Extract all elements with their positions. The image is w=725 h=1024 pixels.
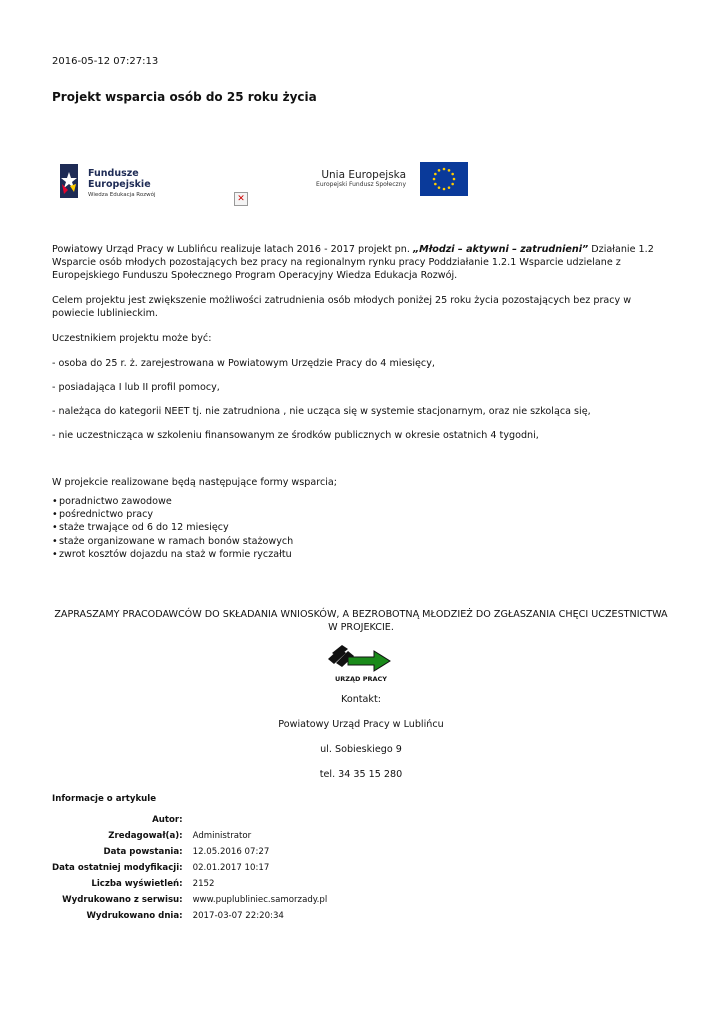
closing-section <box>52 608 670 781</box>
support-item: • zwrot kosztów dojazdu na staż w formie ryczałtu <box>52 548 670 561</box>
unia-europejska-logo <box>302 162 468 198</box>
info-value: Administrator <box>192 831 252 841</box>
goal-paragraph: Celem projektu jest zwiększenie możliwości zatrudnienia osób młodych poniżej 25 roku życia pozostających bez pracy w powiecie lublinieckim. <box>52 295 632 319</box>
article-title: Projekt wsparcia osób do 25 roku życia <box>52 90 317 104</box>
fe-line2: Europejskie <box>88 179 151 190</box>
info-key: Data ostatniej modyfikacji: <box>52 863 183 873</box>
info-value: 02.01.2017 10:17 <box>192 863 270 873</box>
eu-star <box>448 169 451 172</box>
contact-label: Kontakt: <box>341 694 381 705</box>
participant-item: - nie uczestnicząca w szkoleniu finansowanym ze środków publicznych w okresie ostatnich 4 tygodni, <box>52 430 539 441</box>
fe-line3: Wiedza Edukacja Rozwój <box>88 192 156 198</box>
eu-star <box>448 186 451 189</box>
print-timestamp: 2016-05-12 07:27:13 <box>52 56 159 67</box>
intro-text-b: Działanie 1.2 Wsparcie osób młodych pozostających bez pracy na regionalnym rynku pracy Poddziałanie 1.2.1 Wsparcie udzielane z Europejskiego Funduszu Społecznego Program Operacyjny Wiedza Edukacja Rozwój. <box>52 244 654 281</box>
fe-logo-text <box>88 168 156 201</box>
info-key: Wydrukowano z serwisu: <box>62 895 183 905</box>
fundusze-europejskie-logo <box>60 162 170 202</box>
info-row <box>52 862 327 878</box>
eu-star <box>438 186 441 189</box>
eu-star <box>451 183 454 186</box>
invitation-text: ZAPRASZAMY PRACODAWCÓW DO SKŁADANIA WNIOSKÓW, A BEZROBOTNĄ MŁODZIEŻ DO ZGŁASZANIA CHĘCI UCZESTNICTWA W PROJEKCIE. <box>54 609 668 633</box>
info-key: Zredagował(a): <box>108 831 183 841</box>
support-list <box>52 495 670 561</box>
info-value: www.puplubliniec.samorzady.pl <box>192 895 328 905</box>
info-row <box>52 894 327 910</box>
eu-flag-icon <box>420 162 468 196</box>
info-value: 2017-03-07 22:20:34 <box>192 911 284 921</box>
fe-line1: Fundusze <box>88 168 139 179</box>
support-item: • poradnictwo zawodowe <box>52 495 670 508</box>
eu-star <box>438 169 441 172</box>
logo-bar <box>52 160 670 212</box>
eu-star <box>434 183 437 186</box>
eu-star <box>443 168 446 171</box>
contact-phone: tel. 34 35 15 280 <box>319 769 403 780</box>
support-item: • staże organizowane w ramach bonów stażowych <box>52 535 670 548</box>
broken-image-icon: ✕ <box>234 192 248 206</box>
participant-item: - osoba do 25 r. ż. zarejestrowana w Powiatowym Urzędzie Pracy do 4 miesięcy, <box>52 358 435 369</box>
eu-star <box>433 178 436 181</box>
ue-logo-text <box>316 169 406 188</box>
info-value: 12.05.2016 07:27 <box>192 847 270 857</box>
article-info <box>52 794 327 926</box>
urzad-pracy-logo <box>326 645 396 687</box>
ue-line1: Unia Europejska <box>321 169 406 181</box>
eu-star <box>443 188 446 191</box>
participant-intro: Uczestnikiem projektu może być: <box>52 333 212 344</box>
support-item: • pośrednictwo pracy <box>52 508 670 521</box>
eu-star <box>434 173 437 176</box>
info-heading: Informacje o artykule <box>52 794 157 804</box>
urzad-pracy-arrow-icon <box>326 645 396 675</box>
contact-block <box>52 693 670 781</box>
info-table <box>52 814 327 926</box>
info-key: Data powstania: <box>103 847 183 857</box>
info-key: Autor: <box>152 815 183 825</box>
contact-street: ul. Sobieskiego 9 <box>320 744 402 755</box>
urzad-pracy-label: URZĄD PRACY <box>335 675 387 683</box>
article-body <box>52 243 670 561</box>
support-item: • staże trwające od 6 do 12 miesięcy <box>52 521 670 534</box>
ue-line2: Europejski Fundusz Społeczny <box>316 181 406 188</box>
eu-star <box>453 178 456 181</box>
fe-star-icon <box>60 164 78 198</box>
participant-item: - należąca do kategorii NEET tj. nie zatrudniona , nie ucząca się w systemie stacjonarnym, oraz nie szkoląca się, <box>52 406 591 417</box>
info-row <box>52 830 327 846</box>
info-row <box>52 910 327 926</box>
info-row <box>52 846 327 862</box>
intro-text-a: Powiatowy Urząd Pracy w Lublińcu realizuje latach 2016 - 2017 projekt pn. <box>52 244 413 255</box>
info-value <box>193 814 328 830</box>
support-intro: W projekcie realizowane będą następujące formy wsparcia; <box>52 477 338 488</box>
eu-star <box>451 173 454 176</box>
contact-office: Powiatowy Urząd Pracy w Lublińcu <box>278 719 444 730</box>
info-key: Liczba wyświetleń: <box>91 879 183 889</box>
info-row <box>52 878 327 894</box>
project-name: „Młodzi – aktywni – zatrudnieni” <box>412 244 589 255</box>
info-row <box>52 814 327 830</box>
participant-item: - posiadająca I lub II profil pomocy, <box>52 382 220 393</box>
info-key: Wydrukowano dnia: <box>86 911 183 921</box>
intro-paragraph <box>52 243 670 282</box>
info-value: 2152 <box>192 879 215 889</box>
